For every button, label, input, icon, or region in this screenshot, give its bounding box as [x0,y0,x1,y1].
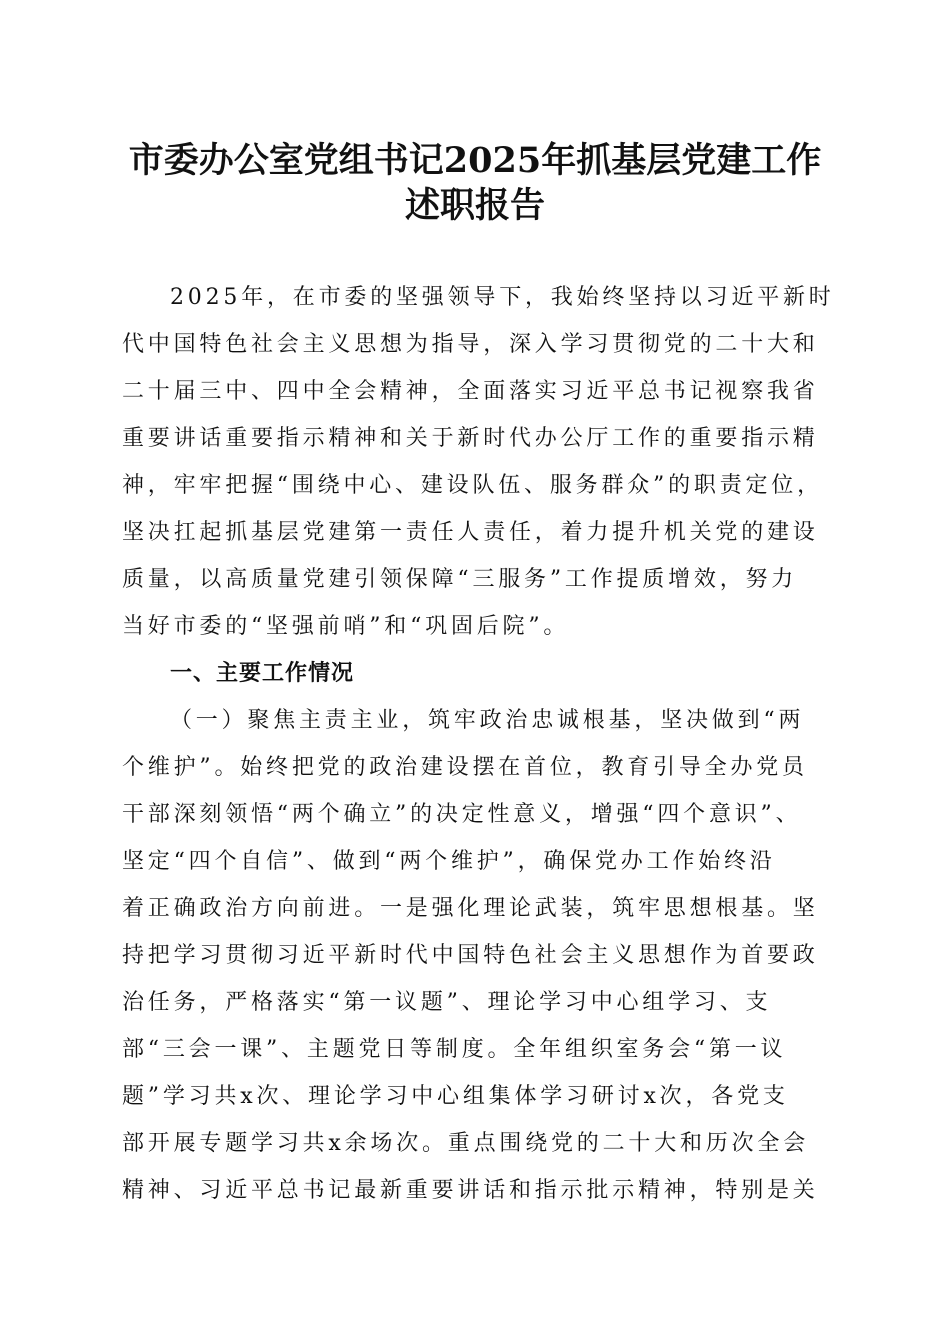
body-text-line: 坚定“四个自信”、做到“两个维护”，确保党办工作始终沿 [122,849,776,874]
document-title-line-2: 述职报告 [404,185,545,226]
body-text-line: 2025年，在市委的坚强领导下，我始终坚持以习近平新时 [170,285,835,310]
body-text-line: 坚决扛起抓基层党建第一责任人责任，着力提升机关党的建设 [122,520,819,545]
body-text-line: 代中国特色社会主义思想为指导，深入学习贯彻党的二十大和 [122,332,819,357]
body-text-line: 精神、习近平总书记最新重要讲话和指示批示精神，特别是关 [122,1178,819,1203]
document-title-line-1: 市委办公室党组书记2025年抓基层党建工作 [128,140,822,181]
body-text-line: 部开展专题学习共x余场次。重点围绕党的二十大和历次全会 [122,1131,810,1156]
body-text-line: 二十届三中、四中全会精神，全面落实习近平总书记视察我省 [122,379,819,404]
body-text-line: 题”学习共x次、理论学习中心组集体学习研讨x次，各党支 [122,1084,789,1109]
body-text-line: 着正确政治方向前进。一是强化理论武装，筑牢思想根基。坚 [122,896,819,921]
body-text-line: 重要讲话重要指示精神和关于新时代办公厅工作的重要指示精 [122,426,819,451]
body-text-line: 质量，以高质量党建引领保障“三服务”工作提质增效，努力 [122,567,798,592]
body-text-line: 治任务，严格落实“第一议题”、理论学习中心组学习、支 [122,990,772,1015]
body-text-line: 持把学习贯彻习近平新时代中国特色社会主义思想作为首要政 [122,943,819,968]
section-heading: 一、主要工作情况 [170,661,355,686]
body-text-line: 神，牢牢把握“围绕中心、建设队伍、服务群众”的职责定位， [122,473,823,498]
body-text-line: 干部深刻领悟“两个确立”的决定性意义，增强“四个意识”、 [122,802,802,827]
body-text-line: 部“三会一课”、主题党日等制度。全年组织室务会“第一议 [122,1037,787,1062]
body-text-line: 当好市委的“坚强前哨”和“巩固后院”。 [122,614,570,639]
body-text-line: （一）聚焦主责主业，筑牢政治忠诚根基，坚决做到“两 [170,708,805,733]
body-text-line: 个维护”。始终把党的政治建设摆在首位，教育引导全办党员 [122,755,808,780]
